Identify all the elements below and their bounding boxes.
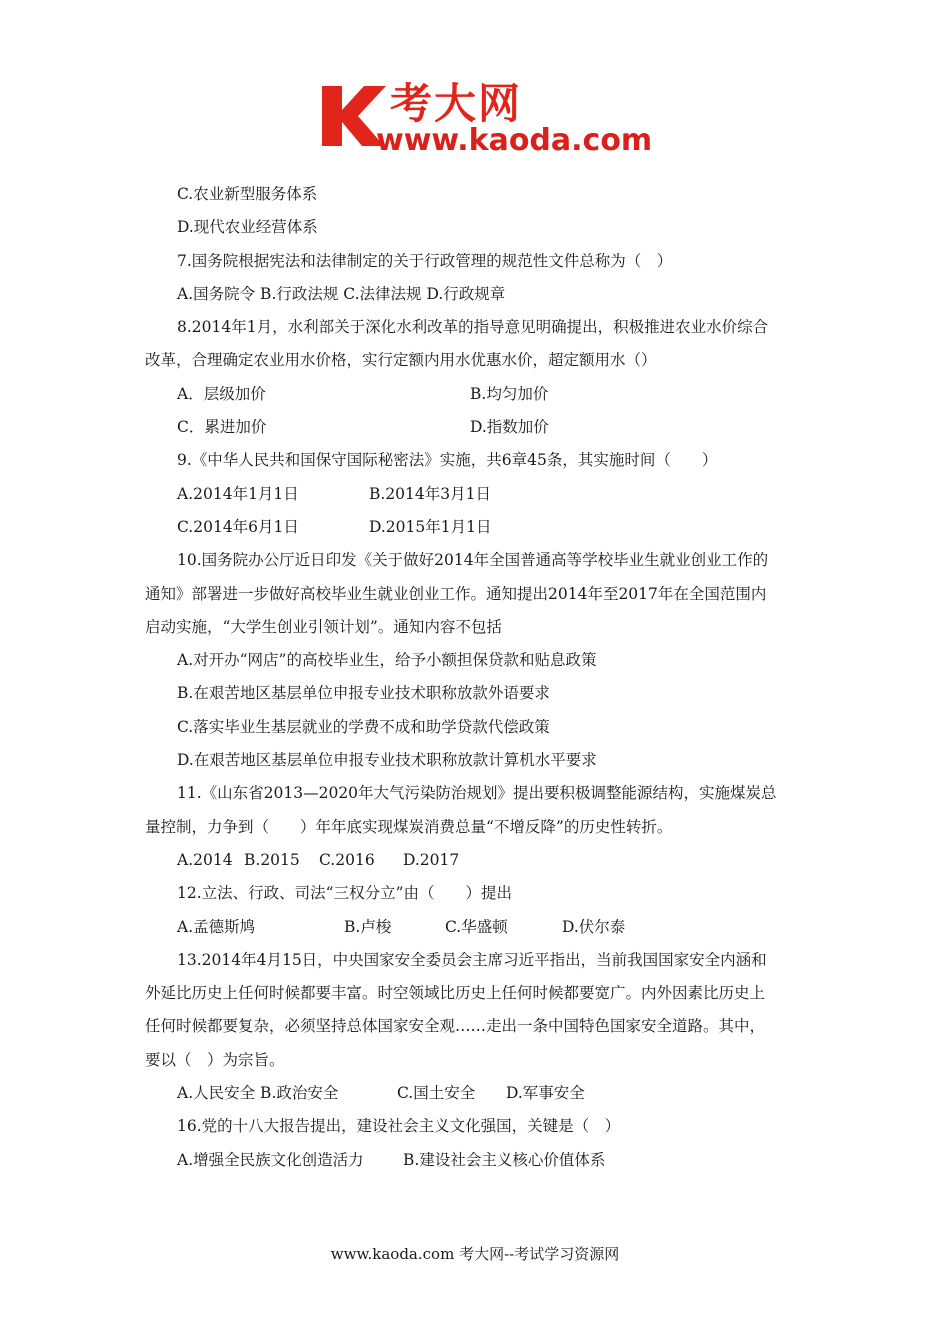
answer-option: C．累进加价 [177,418,267,437]
answer-option: B.均匀加价 [470,384,549,403]
answer-option: A.增强全民族文化创造活力 [177,1150,364,1169]
logo-brand-cn: 考大网 [390,79,523,128]
document-body [145,178,810,1177]
text-line: 16.党的十八大报告提出，建设社会主义文化强国，关键是（ ） [177,1117,621,1136]
text-line: C.落实毕业生基层就业的学费不成和助学贷款代偿政策 [177,717,550,736]
kaoda-logo [318,79,653,160]
text-line: 11.《山东省2013—2020年大气污染防治规划》提出要积极调整能源结构，实施煤炭总 [177,784,777,803]
text-line: A.国务院令 B.行政法规 C.法律法规 D.行政规章 [177,284,506,303]
text-line: B.在艰苦地区基层单位申报专业技术职称放款外语要求 [177,684,550,703]
text-line: 任何时候都要复杂，必须坚持总体国家安全观……走出一条中国特色国家安全道路。其中， [145,1017,766,1036]
text-line: 7.国务院根据宪法和法律制定的关于行政管理的规范性文件总称为（ ） [177,251,673,270]
text-line [145,1077,810,1110]
text-line [145,478,810,511]
text-line [145,511,810,544]
text-line: D.在艰苦地区基层单位申报专业技术职称放款计算机水平要求 [177,751,597,770]
answer-option: B.建设社会主义核心价值体系 [403,1150,606,1169]
answer-option: B.卢梭 [344,917,392,936]
answer-option: D.指数加价 [470,418,549,437]
answer-option: A．层级加价 [177,384,266,403]
text-line: 外延比历史上任何时候都要丰富。时空领域比历史上任何时候都要宽广。内外因素比历史上 [145,984,766,1003]
answer-option: D.2015年1月1日 [369,517,492,536]
text-line [145,378,810,411]
text-line: 启动实施，“大学生创业引领计划”。通知内容不包括 [145,617,502,636]
answer-option: C.国土安全 [397,1084,476,1103]
answer-option: B.2015 [244,850,300,869]
answer-option: D.伏尔泰 [562,917,626,936]
text-line: C.农业新型服务体系 [177,185,318,203]
text-line: 通知》部署进一步做好高校毕业生就业创业工作。通知提出2014年至2017年在全国范围内 [145,584,767,603]
answer-option: C.2014年6月1日 [177,517,299,536]
text-line: 改革，合理确定农业用水价格，实行定额内用水优惠水价，超定额用水（） [145,351,657,370]
logo-brand-url: www.kaoda.com [376,123,653,158]
answer-option: D.2017 [403,850,460,869]
answer-option: A.孟德斯鸠 [177,917,256,936]
text-line: 量控制，力争到（ ）年年底实现煤炭消费总量“不增反降”的历史性转折。 [145,817,673,836]
text-line [145,844,810,877]
answer-option: A.人民安全 B.政治安全 [177,1084,339,1103]
text-line: 8.2014年1月，水利部关于深化水利改革的指导意见明确提出，积极推进农业水价综合 [177,318,769,337]
text-line: 13.2014年4月15日，中央国家安全委员会主席习近平指出，当前我国国家安全内涵和 [177,950,767,969]
text-line: D.现代农业经营体系 [177,218,318,237]
answer-option: A.2014年1月1日 [177,484,299,503]
text-line [145,911,810,944]
text-line [145,411,810,444]
answer-option: C.2016 [319,850,375,869]
text-line: 要以（ ）为宗旨。 [145,1050,285,1069]
text-line: 10.国务院办公厅近日印发《关于做好2014年全国普通高等学校毕业生就业创业工作的 [177,551,769,570]
answer-option: A.2014 [177,850,233,869]
text-line: A.对开办“网店”的高校毕业生，给予小额担保贷款和贴息政策 [177,651,597,670]
page-footer: www.kaoda.com 考大网--考试学习资源网 [330,1245,620,1263]
text-line: 12.立法、行政、司法“三权分立”由（ ）提出 [177,884,512,903]
text-line: 9.《中华人民共和国保守国际秘密法》实施，共6章45条，其实施时间（ ） [177,451,718,470]
answer-option: B.2014年3月1日 [369,484,491,503]
answer-option: D.军事安全 [506,1084,585,1103]
text-line [145,1144,810,1177]
answer-option: C.华盛顿 [445,917,508,936]
